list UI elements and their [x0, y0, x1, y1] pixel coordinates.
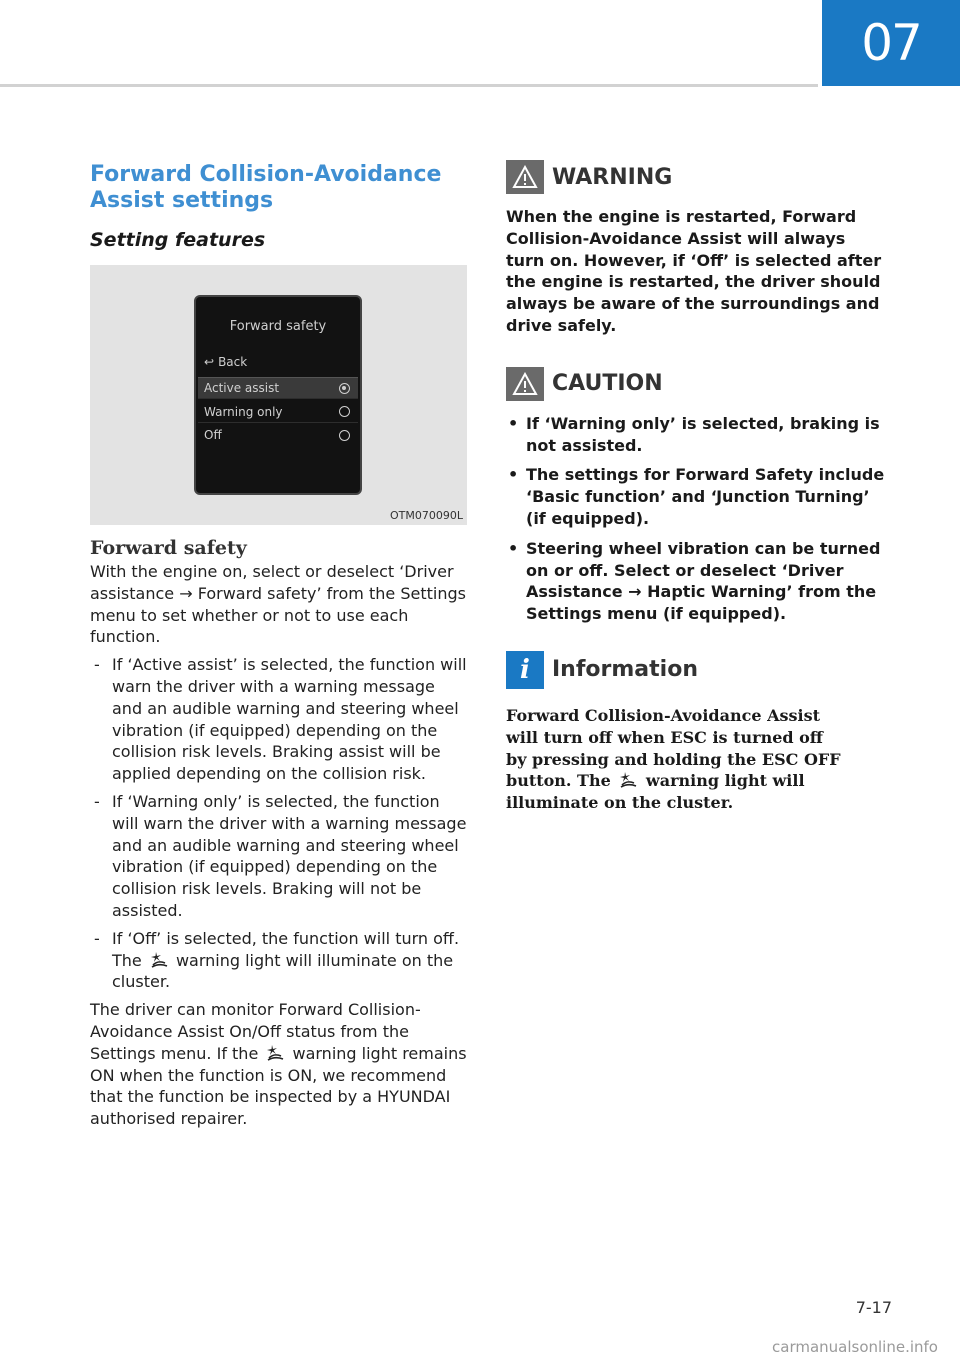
- info-icon: i: [506, 651, 544, 689]
- info-text: [506, 705, 846, 814]
- warning-triangle-icon: [512, 165, 538, 189]
- left-column: [90, 160, 470, 1130]
- section-title: [90, 162, 470, 214]
- cluster-screen: [194, 295, 362, 495]
- info-title: Information: [552, 657, 698, 683]
- esc-off-warning-icon: [265, 1044, 285, 1062]
- radio-icon: [339, 406, 350, 417]
- list-item: - If ‘Active assist’ is selected, the function will warn the driver with a warning message and an audible warning and steering wheel vibration (if equipped) depending on the collision risk levels. Braking assist will be applied depending on the collision risk.: [90, 654, 470, 785]
- subsection-title: Setting features: [90, 229, 266, 251]
- note-text-a: The driver can monitor Forward Collision-Avoidance Assist On/Off status from the Settings menu. If the: [90, 1000, 421, 1063]
- settings-figure: [90, 265, 467, 525]
- item-text-b: warning light will illuminate on the cluster.: [112, 950, 454, 992]
- radio-selected-icon: [339, 383, 350, 394]
- back-arrow-icon: ↩: [204, 355, 215, 369]
- section-title-line-2: Assist settings: [90, 188, 274, 213]
- monitor-note: [90, 999, 470, 1130]
- warning-box: [506, 160, 544, 194]
- warning-header: [506, 160, 886, 194]
- menu-option-off: [198, 424, 358, 446]
- menu-option-active-assist: [198, 377, 358, 399]
- info-header: [506, 651, 886, 689]
- screen-back: [204, 355, 247, 369]
- caution-title: CAUTION: [552, 371, 663, 397]
- right-column: [506, 160, 886, 814]
- option-label: Off: [204, 428, 222, 442]
- menu-option-warning-only: [198, 401, 358, 423]
- chapter-tab: 07: [822, 0, 960, 86]
- list-item: • Steering wheel vibration can be turned on or off. Select or deselect ‘Driver Assistance → Haptic Warning’ from the Settings menu (if equipped).: [506, 538, 886, 625]
- item-text-a: If ‘Off’ is selected, the function will turn off. The: [112, 928, 460, 970]
- list-item: • If ‘Warning only’ is selected, braking is not assisted.: [506, 413, 886, 457]
- esc-off-warning-icon: [618, 771, 638, 789]
- warning-text: When the engine is restarted, Forward Collision-Avoidance Assist will always turn on. However, if ‘Off’ is selected after the engine is restarted, the driver should always be aware of the surroundings and drive safely.: [506, 207, 882, 335]
- back-label: Back: [218, 355, 248, 369]
- list-item: - If ‘Warning only’ is selected, the function will warn the driver with a warning message and an audible warning and steering wheel vibration (if equipped) depending on the collision risk levels. Braking will not be assisted.: [90, 791, 470, 922]
- radio-icon: [339, 430, 350, 441]
- list-item: [90, 928, 470, 993]
- option-label: Active assist: [204, 381, 280, 395]
- figure-code: OTM070090L: [390, 509, 463, 522]
- warning-title: WARNING: [552, 164, 673, 190]
- info-text-b: warning light will illuminate on the cluster.: [506, 771, 805, 813]
- page-number: 7-17: [855, 1298, 892, 1317]
- watermark: carmanualsonline.info: [772, 1338, 938, 1356]
- header-rule: [0, 84, 818, 87]
- caution-triangle-icon: [512, 372, 538, 396]
- option-label: Warning only: [204, 404, 283, 419]
- list-item: • The settings for Forward Safety include ‘Basic function’ and ‘Junction Turning’ (if equipped).: [506, 464, 886, 529]
- caution-header: [506, 367, 886, 401]
- info-text-a: Forward Collision-Avoidance Assist will turn off when ESC is turned off by pressing and holding the ESC OFF button. The: [506, 705, 841, 791]
- esc-off-warning-icon: [149, 951, 169, 969]
- heading-forward-safety: Forward safety: [90, 537, 247, 559]
- note-text-b: warning light remains ON when the function is ON, we recommend that the function be inspected by a HYUNDAI authorised repairer.: [90, 1043, 467, 1129]
- caution-box: [506, 367, 544, 401]
- screen-title: Forward safety: [229, 319, 327, 334]
- intro-text: With the engine on, select or deselect ‘Driver assistance → Forward safety’ from the Settings menu to set whether or not to use each function.: [90, 562, 466, 647]
- section-title-line-1: Forward Collision-Avoidance: [90, 162, 442, 187]
- option-list: [90, 654, 470, 993]
- caution-list: [506, 413, 886, 625]
